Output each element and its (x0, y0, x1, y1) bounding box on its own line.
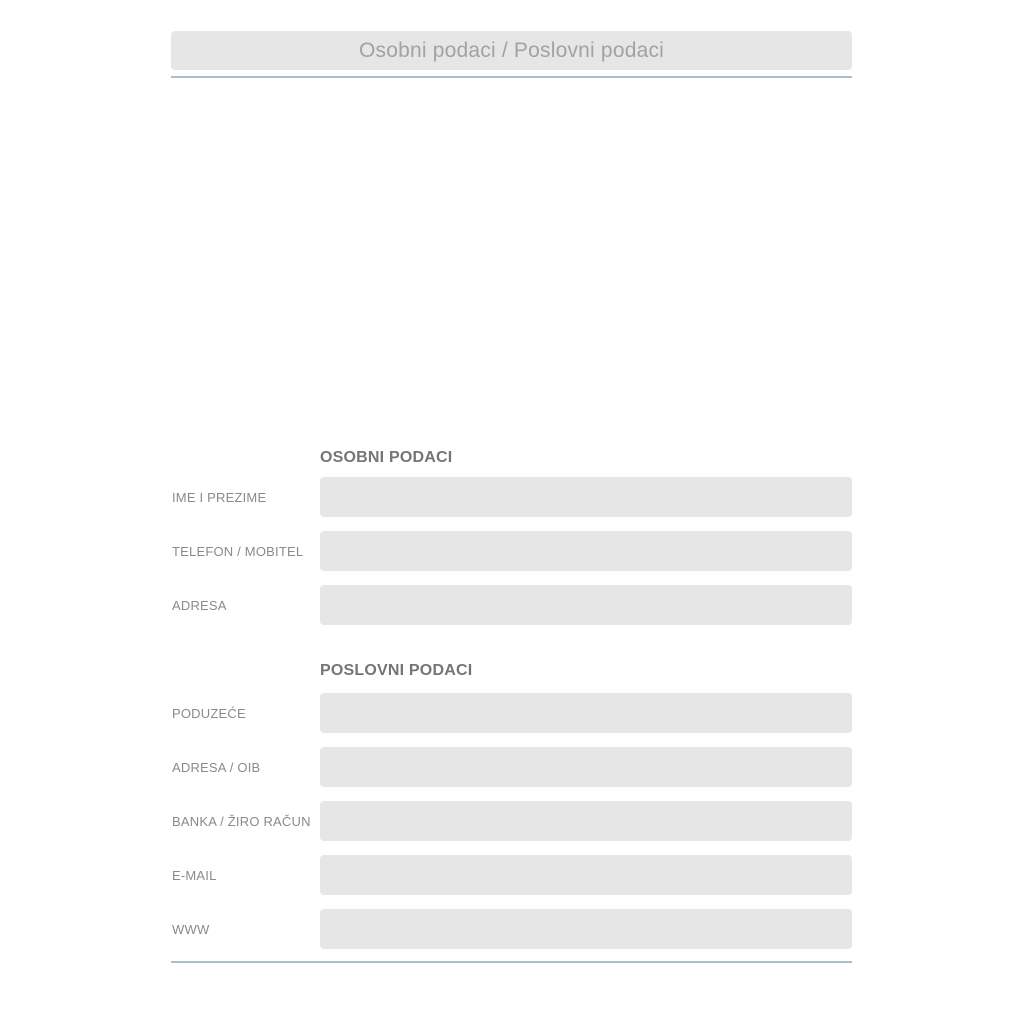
form-row-www (171, 909, 852, 949)
banka-ziro-racun-input[interactable] (320, 801, 852, 841)
section-heading-osobni-podaci: OSOBNI PODACI (320, 449, 453, 466)
field-label-banka-ziro-racun: BANKA / ŽIRO RAČUN (172, 813, 311, 829)
section-heading-poslovni-podaci: POSLOVNI PODACI (320, 662, 473, 679)
form-row-adresa (171, 585, 852, 625)
poduzece-input[interactable] (320, 693, 852, 733)
field-label-poduzece: PODUZEĆE (172, 705, 246, 721)
bottom-divider (171, 961, 852, 963)
form-row-adresa-oib (171, 747, 852, 787)
form-row-banka-ziro-racun (171, 801, 852, 841)
field-label-adresa-oib: ADRESA / OIB (172, 759, 261, 775)
field-label-adresa: ADRESA (172, 597, 227, 613)
form-row-ime-i-prezime (171, 477, 852, 517)
field-label-telefon-mobitel: TELEFON / MOBITEL (172, 543, 304, 559)
form-title: Osobni podaci / Poslovni podaci (358, 38, 665, 62)
www-input[interactable] (320, 909, 852, 949)
form-title-bar (171, 31, 852, 70)
adresa-input[interactable] (320, 585, 852, 625)
telefon-mobitel-input[interactable] (320, 531, 852, 571)
form-row-telefon-mobitel (171, 531, 852, 571)
field-label-email: E-MAIL (172, 867, 217, 883)
field-label-ime-i-prezime: IME I PREZIME (172, 489, 267, 505)
adresa-oib-input[interactable] (320, 747, 852, 787)
form-row-poduzece (171, 693, 852, 733)
top-divider (171, 76, 852, 78)
field-label-www: WWW (172, 921, 210, 937)
email-input[interactable] (320, 855, 852, 895)
form-row-email (171, 855, 852, 895)
ime-i-prezime-input[interactable] (320, 477, 852, 517)
